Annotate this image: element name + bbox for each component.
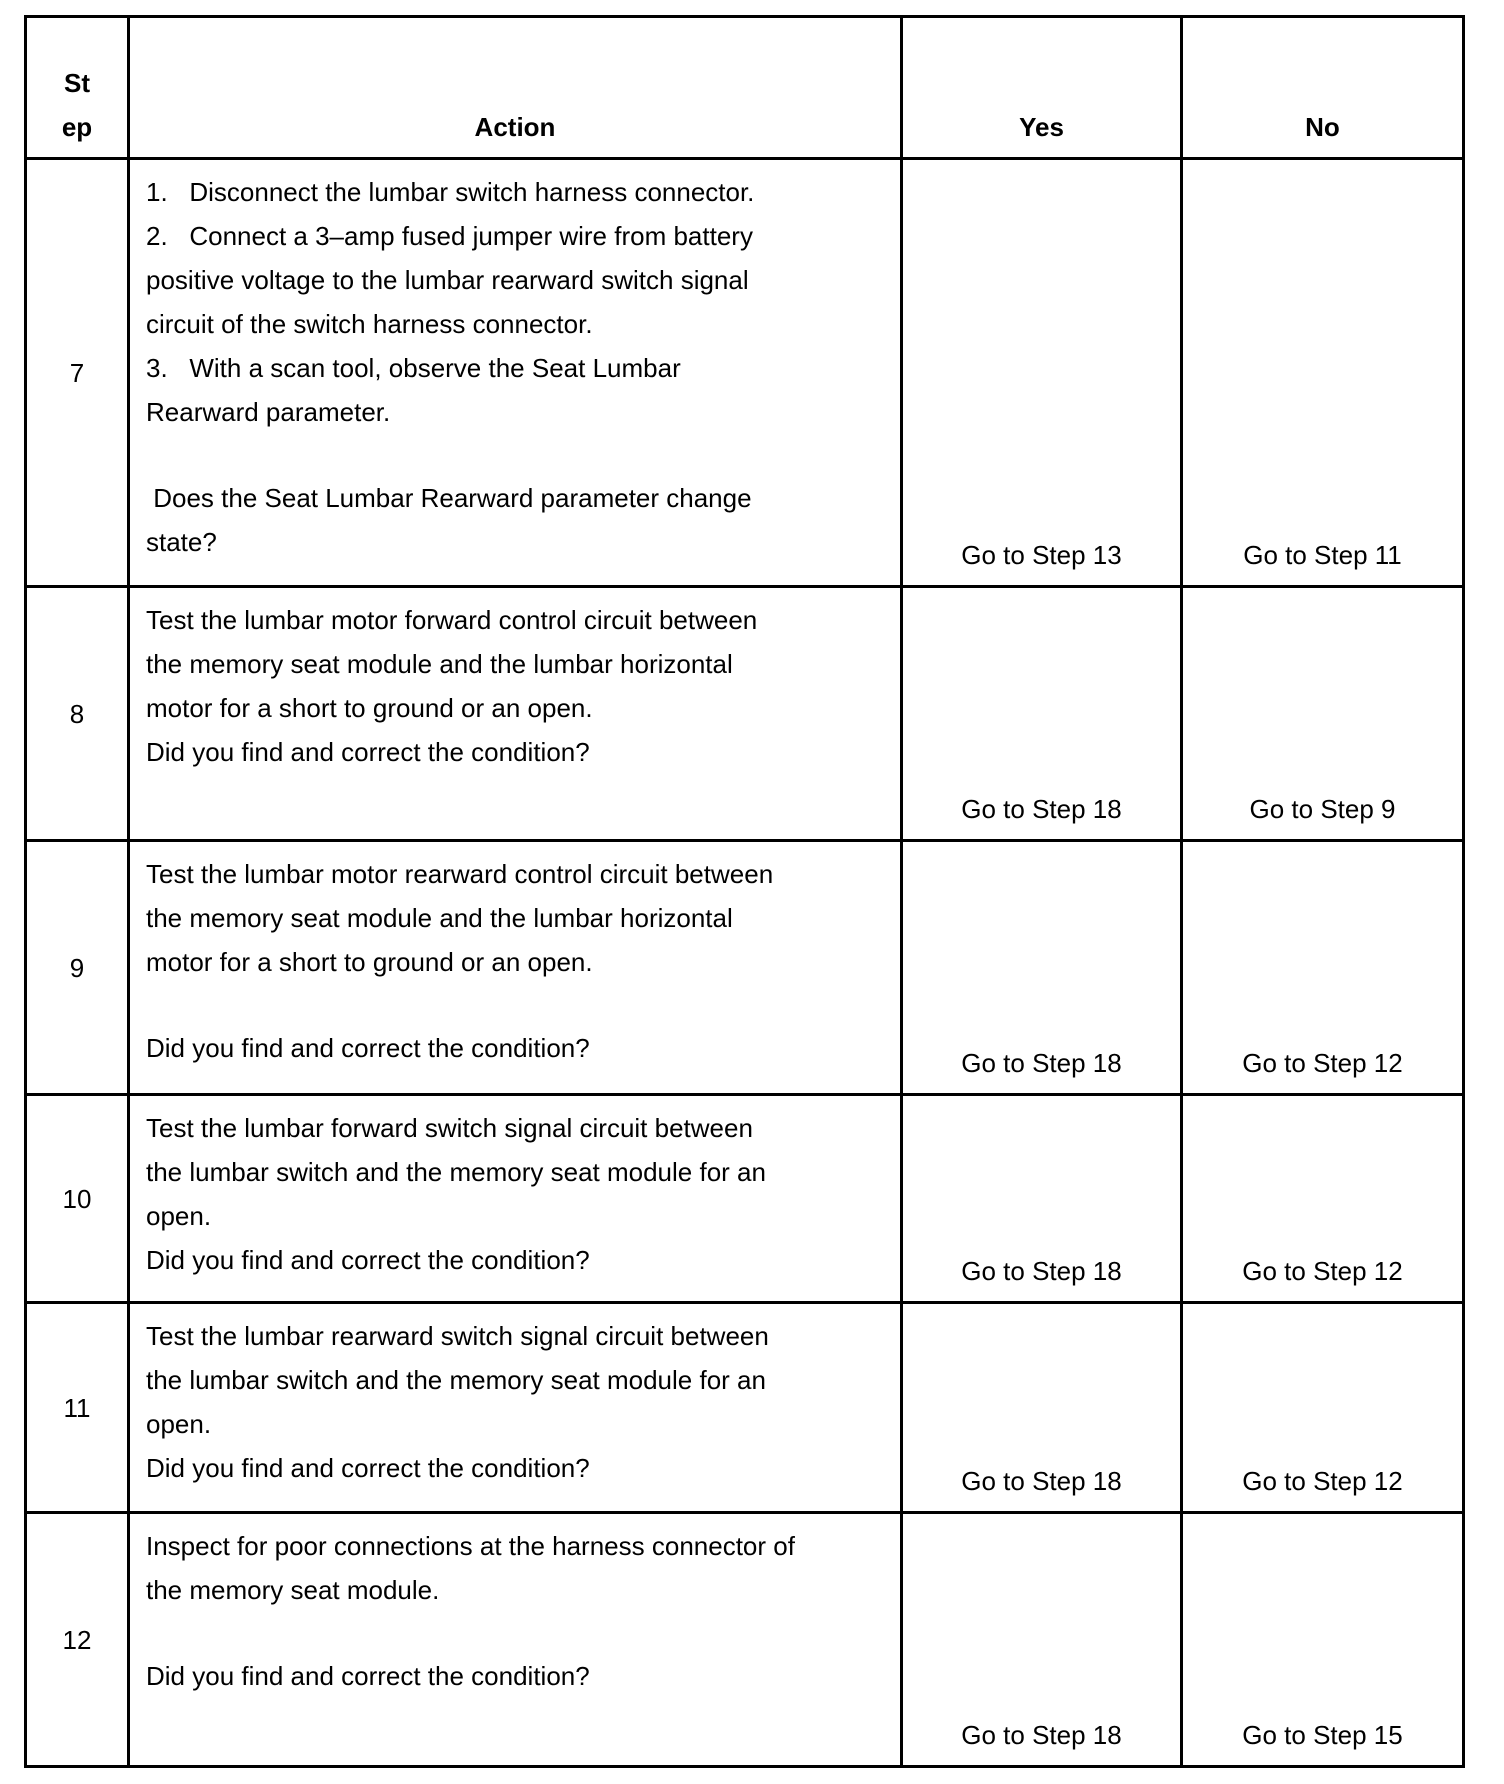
action-cell — [129, 1095, 902, 1303]
step-number: 8 — [26, 587, 129, 841]
header-step-line2: ep — [61, 112, 93, 142]
no-result: Go to Step 11 — [1182, 159, 1464, 587]
action-line: Does the Seat Lumbar Rearward parameter change — [146, 483, 752, 513]
table-row — [26, 159, 1464, 587]
action-line: Inspect for poor connections at the harness connector of — [146, 1531, 795, 1561]
no-result: Go to Step 12 — [1182, 841, 1464, 1095]
action-line: positive voltage to the lumbar rearward switch signal — [146, 265, 749, 295]
action-line: 1. Disconnect the lumbar switch harness connector. — [146, 177, 755, 207]
no-result: Go to Step 12 — [1182, 1303, 1464, 1513]
action-line — [146, 1612, 886, 1654]
step-number: 12 — [26, 1513, 129, 1767]
action-cell — [129, 587, 902, 841]
header-no: No — [1182, 17, 1464, 159]
action-line: motor for a short to ground or an open. — [146, 693, 593, 723]
action-line: 3. With a scan tool, observe the Seat Lumbar — [146, 353, 681, 383]
action-line: the lumbar switch and the memory seat module for an — [146, 1157, 766, 1187]
table-body — [26, 159, 1464, 1767]
yes-result: Go to Step 18 — [902, 1095, 1182, 1303]
header-step — [26, 17, 129, 159]
action-line: open. — [146, 1201, 212, 1231]
action-line: Did you find and correct the condition? — [146, 737, 590, 767]
no-result: Go to Step 9 — [1182, 587, 1464, 841]
action-line: Rearward parameter. — [146, 397, 391, 427]
action-line: state? — [146, 527, 217, 557]
action-line: 2. Connect a 3–amp fused jumper wire from battery — [146, 221, 753, 251]
action-cell — [129, 159, 902, 587]
yes-result: Go to Step 18 — [902, 1303, 1182, 1513]
no-result: Go to Step 15 — [1182, 1513, 1464, 1767]
action-line: Did you find and correct the condition? — [146, 1033, 590, 1063]
yes-result: Go to Step 18 — [902, 587, 1182, 841]
action-line: Did you find and correct the condition? — [146, 1453, 590, 1483]
step-number: 11 — [26, 1303, 129, 1513]
action-cell — [129, 1303, 902, 1513]
action-line: Test the lumbar forward switch signal circuit between — [146, 1113, 753, 1143]
table-row — [26, 1513, 1464, 1767]
action-line — [146, 984, 886, 1026]
action-line: Test the lumbar rearward switch signal circuit between — [146, 1321, 769, 1351]
step-number: 9 — [26, 841, 129, 1095]
action-cell — [129, 841, 902, 1095]
action-line: the memory seat module and the lumbar horizontal — [146, 649, 733, 679]
header-yes: Yes — [902, 17, 1182, 159]
table-row — [26, 1303, 1464, 1513]
action-line — [146, 434, 886, 476]
diagnostic-table — [24, 15, 1465, 1768]
action-line: Test the lumbar motor forward control circuit between — [146, 605, 758, 635]
header-row — [26, 17, 1464, 159]
table-row — [26, 587, 1464, 841]
step-number: 10 — [26, 1095, 129, 1303]
action-line: Test the lumbar motor rearward control circuit between — [146, 859, 774, 889]
no-result: Go to Step 12 — [1182, 1095, 1464, 1303]
action-line: open. — [146, 1409, 212, 1439]
action-line: the lumbar switch and the memory seat module for an — [146, 1365, 766, 1395]
yes-result: Go to Step 18 — [902, 841, 1182, 1095]
action-line: the memory seat module and the lumbar horizontal — [146, 903, 733, 933]
header-action: Action — [129, 17, 902, 159]
step-number: 7 — [26, 159, 129, 587]
action-line: motor for a short to ground or an open. — [146, 947, 593, 977]
table-row — [26, 841, 1464, 1095]
yes-result: Go to Step 18 — [902, 1513, 1182, 1767]
action-line: Did you find and correct the condition? — [146, 1245, 590, 1275]
table-row — [26, 1095, 1464, 1303]
header-step-line1: St — [64, 68, 90, 98]
action-line: circuit of the switch harness connector. — [146, 309, 593, 339]
action-cell — [129, 1513, 902, 1767]
yes-result: Go to Step 13 — [902, 159, 1182, 587]
action-line: Did you find and correct the condition? — [146, 1661, 590, 1691]
action-line: the memory seat module. — [146, 1575, 440, 1605]
